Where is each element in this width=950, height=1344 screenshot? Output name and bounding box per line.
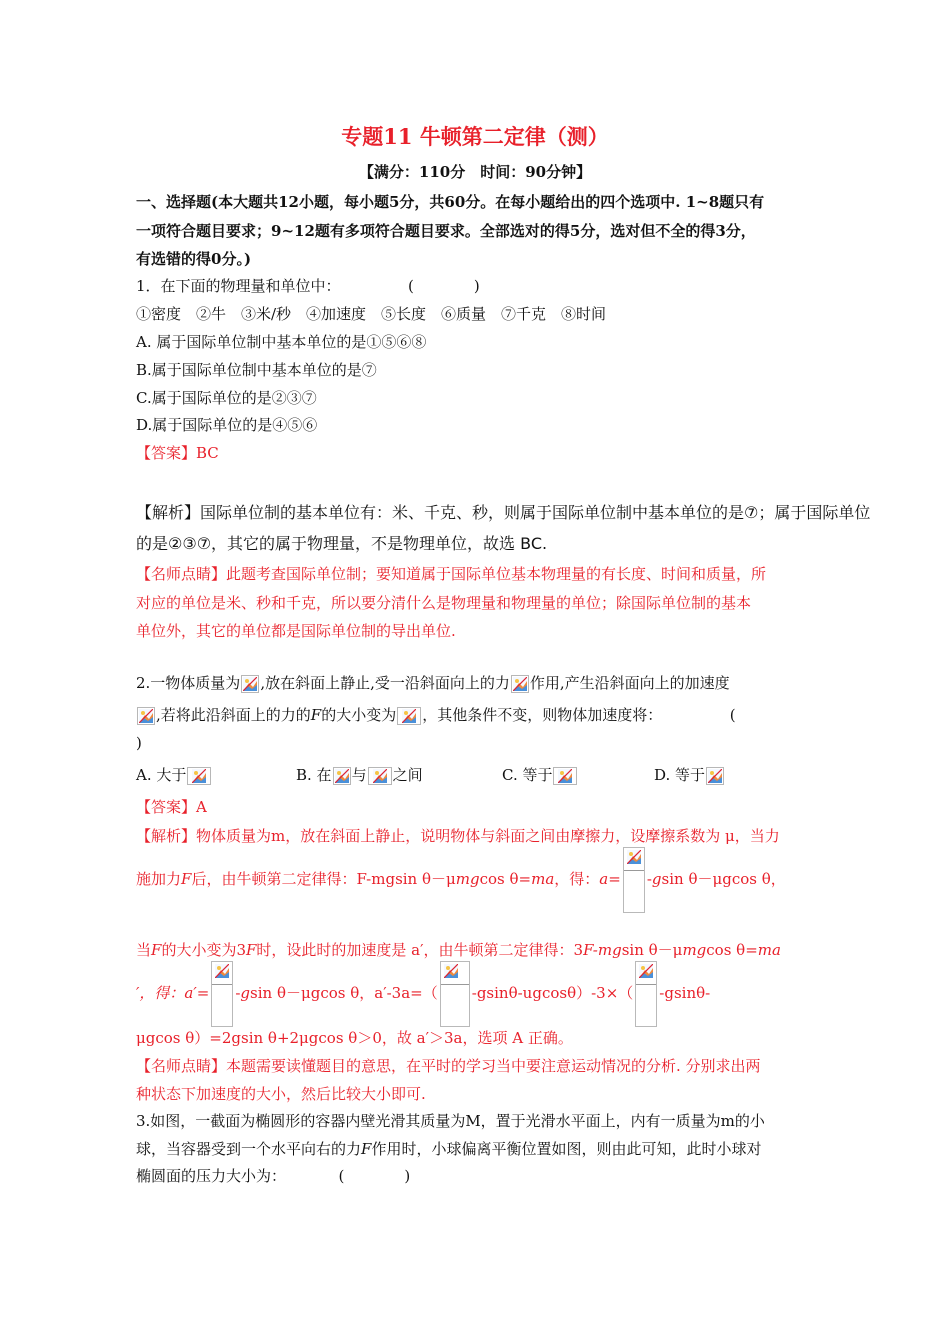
- q2-option-c-label: C. 等于: [502, 766, 553, 784]
- analysis-text: -gsinθ-ugcosθ）-3×（: [471, 984, 634, 1002]
- q2-stem-text: ,若将此沿斜面上的力的: [156, 706, 311, 724]
- analysis-text: mg: [455, 870, 480, 888]
- formula-image-icon: [706, 767, 724, 785]
- analysis-text: ，得：: [554, 870, 600, 888]
- q1-analysis-line-1: 【解析】国际单位制的基本单位有：米、千克、秒，则属于国际单位制中基本单位的是⑦；属于国际单位: [136, 503, 871, 522]
- section-heading-line-3: 有选错的得0分。): [136, 250, 252, 268]
- analysis-text: F-mg: [583, 941, 622, 959]
- q2-stem-line-2: [136, 705, 736, 725]
- analysis-text: 施加力: [136, 870, 182, 888]
- q3-stem-line-1: 3.如图，一截面为椭圆形的容器内壁光滑其质量为M，置于光滑水平面上，内有一质量为m的小: [136, 1112, 765, 1130]
- q1-option-a: A. 属于国际单位制中基本单位的是①⑤⑥⑧: [136, 333, 427, 351]
- analysis-text: 的大小变为3: [161, 941, 246, 959]
- q2-option-a: [136, 765, 212, 785]
- q2-tip-line-1: 【名师点睛】本题需要读懂题目的意思，在平时的学习当中要注意运动情况的分析. 分别求出两: [136, 1057, 761, 1075]
- q2-stem-text: 的大小变为: [321, 706, 397, 724]
- page-title: 专题11 牛顿第二定律（测）: [341, 124, 609, 149]
- q1-analysis-line-2: 的是②③⑦，其它的属于物理量，不是物理单位，故选 BC.: [136, 534, 548, 553]
- fraction-formula-image-icon: [440, 961, 470, 1027]
- q1-stem: 1．在下面的物理量和单位中： ( ): [136, 277, 480, 295]
- force-3f-formula-image-icon: [397, 707, 421, 725]
- q2-option-b: [296, 765, 423, 785]
- q2-analysis-line-4: [136, 960, 710, 1026]
- analysis-text: 后，由牛顿第二定律得：F-mgsin θ－μ: [191, 870, 456, 888]
- analysis-text: F: [245, 941, 257, 959]
- analysis-text: -: [235, 984, 241, 1002]
- analysis-text: -: [646, 870, 652, 888]
- q2-option-b-text: 之间: [392, 766, 423, 784]
- section-heading-line-2: 一项符合题目要求；9~12题有多项符合题目要求。全部选对的得5分，选对但不全的得3分，: [136, 222, 756, 240]
- q2-analysis-line-2: [136, 846, 786, 912]
- q2-analysis-line-3: [136, 940, 781, 960]
- q2-analysis-line-5: μgcos θ）=2gsin θ+2μgcos θ＞0，故 a′＞3a，选项 A 正确。: [136, 1029, 573, 1047]
- analysis-text: F: [151, 941, 162, 959]
- q2-answer: 【答案】A: [136, 798, 207, 816]
- page-subtitle: 【满分：110分 时间：90分钟】: [358, 163, 592, 181]
- q3-stem-line-2: [136, 1139, 761, 1159]
- analysis-text: =: [196, 984, 210, 1002]
- fraction-formula-image-icon: [211, 961, 233, 1027]
- q2-stem-line-3: ): [136, 734, 142, 752]
- q2-option-d: [654, 765, 725, 785]
- analysis-text: ma: [757, 941, 781, 959]
- analysis-text: 当: [136, 941, 152, 959]
- analysis-text: F: [181, 870, 192, 888]
- q1-option-b: B.属于国际单位制中基本单位的是⑦: [136, 361, 377, 379]
- fraction-formula-image-icon: [623, 847, 645, 913]
- analysis-text: sin θ－μgcos θ，a′-3a=（: [250, 984, 438, 1002]
- section-heading-line-1: 一、选择题(本大题共12小题，每小题5分，共60分。在每小题给出的四个选项中. 1~8题只有: [136, 193, 765, 211]
- q2-option-b-label: B. 在: [296, 766, 332, 784]
- analysis-text: g: [651, 870, 662, 888]
- q2-option-a-label: A. 大于: [136, 766, 187, 784]
- q2-stem-line-1: [136, 673, 730, 693]
- formula-image-icon: [553, 767, 577, 785]
- q2-option-d-label: D. 等于: [654, 766, 706, 784]
- analysis-text: ma: [531, 870, 555, 888]
- q2-option-c: [502, 765, 578, 785]
- analysis-text: 时，设此时的加速度是 a′，由牛顿第二定律得：3: [256, 941, 584, 959]
- q2-analysis-line-1: 【解析】物体质量为m，放在斜面上静止，说明物体与斜面之间由摩擦力，设摩擦系数为 μ，当力: [136, 827, 780, 845]
- analysis-text: a′: [184, 984, 197, 1002]
- q1-tip-line-2: 对应的单位是米、秒和千克，所以要分清什么是物理量和物理量的单位；除国际单位制的基本: [136, 594, 752, 612]
- analysis-text: mg: [682, 941, 707, 959]
- q1-option-d: D.属于国际单位的是④⑤⑥: [136, 416, 318, 434]
- analysis-text: cos θ=: [479, 870, 532, 888]
- analysis-text: g: [240, 984, 251, 1002]
- analysis-text: sin θ－μ: [621, 941, 683, 959]
- analysis-text: cos θ=: [706, 941, 758, 959]
- analysis-text: a: [599, 870, 609, 888]
- analysis-text: sin θ－μgcos θ，: [661, 870, 786, 888]
- formula-image-icon: [368, 767, 392, 785]
- q1-items: ①密度 ②牛 ③米/秒 ④加速度 ⑤长度 ⑥质量 ⑦千克 ⑧时间: [136, 305, 607, 323]
- q3-stem-text: F: [361, 1140, 372, 1158]
- analysis-text: =: [608, 870, 621, 888]
- q2-tip-line-2: 种状态下加速度的大小，然后比较大小即可.: [136, 1085, 426, 1103]
- formula-image-icon: [187, 767, 211, 785]
- q2-stem-text: ，其他条件不变，则物体加速度将： (: [422, 706, 736, 724]
- formula-image-icon: [333, 767, 351, 785]
- q1-answer: 【答案】BC: [136, 444, 219, 462]
- fraction-formula-image-icon: [635, 961, 657, 1027]
- analysis-text: ′，得：: [136, 984, 185, 1002]
- q2-stem-text: 作用,产生沿斜面向上的加速度: [529, 674, 730, 692]
- q3-stem-text: 球，当容器受到一个水平向右的力: [136, 1140, 362, 1158]
- force-formula-image-icon: [511, 675, 529, 693]
- q1-tip-line-1: 【名师点睛】此题考查国际单位制；要知道属于国际单位基本物理量的有长度、时间和质量，所: [136, 565, 767, 583]
- acceleration-formula-image-icon: [137, 707, 155, 725]
- q2-option-b-text: 与: [351, 766, 367, 784]
- q1-option-c: C.属于国际单位的是②③⑦: [136, 389, 317, 407]
- q2-stem-text: ,放在斜面上静止,受一沿斜面向上的力: [260, 674, 510, 692]
- q1-tip-line-3: 单位外，其它的单位都是国际单位制的导出单位.: [136, 622, 456, 640]
- q2-stem-text: 2.一物体质量为: [136, 674, 241, 692]
- q2-stem-text: F: [310, 706, 322, 724]
- mass-formula-image-icon: [241, 675, 259, 693]
- q3-stem-text: 作用时，小球偏离平衡位置如图，则由此可知，此时小球对: [371, 1140, 762, 1158]
- q3-stem-line-3: 椭圆面的压力大小为： ( ): [136, 1167, 411, 1185]
- analysis-text: -gsinθ-: [659, 984, 711, 1002]
